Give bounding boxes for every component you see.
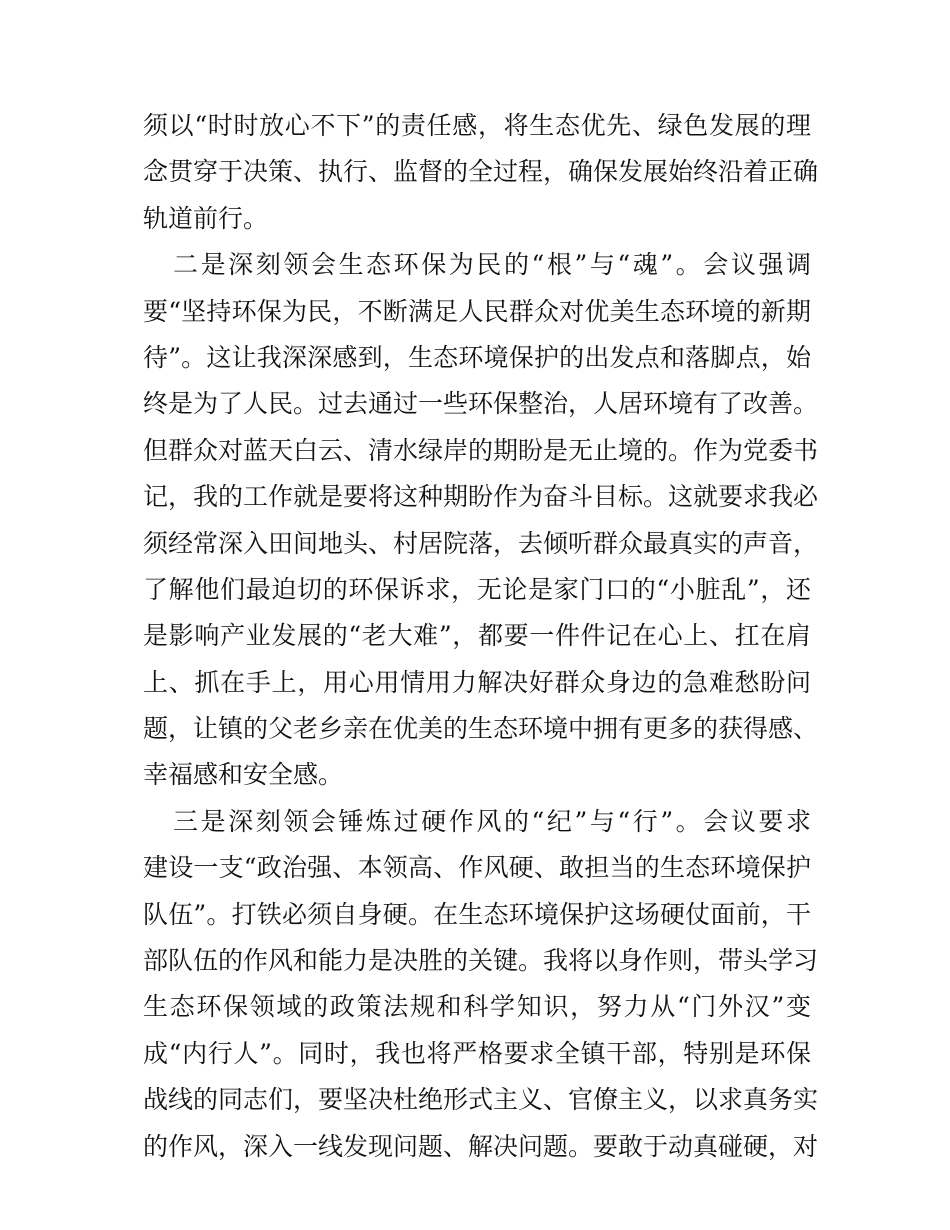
text-line: 战线的同志们，要坚决杜绝形式主义、官僚主义，以求真务实 [143,1085,819,1115]
text-line: 生态环保领域的政策法规和科学知识，努力从“门外汉”变 [143,992,811,1022]
text-line: 成“内行人”。同时，我也将严格要求全镇干部，特别是环保 [143,1038,811,1068]
text-line: 但群众对蓝天白云、清水绿岸的期盼是无止境的。作为党委书 [143,435,819,465]
document-body [143,103,819,1170]
text-line: 的作风，深入一线发现问题、解决问题。要敢于动真碰硬，对 [143,1131,819,1161]
text-line: 要“坚持环保为民，不断满足人民群众对优美生态环境的新期 [143,296,811,326]
paragraph [143,799,819,1170]
text-line: 建设一支“政治强、本领高、作风硬、敢担当的生态环境保护 [143,853,811,883]
text-line: 队伍”。打铁必须自身硬。在生态环境保护这场硬仗面前，干 [143,899,811,929]
paragraph [143,242,819,799]
text-line: 记，我的工作就是要将这种期盼作为奋斗目标。这就要求我必 [143,482,819,512]
text-line: 二是深刻领会生态环保为民的“根”与“魂”。会议强调 [173,250,811,280]
text-line: 幸福感和安全感。 [143,760,344,790]
text-line: 念贯穿于决策、执行、监督的全过程，确保发展始终沿着正确 [143,157,819,187]
text-line: 是影响产业发展的“老大难”，都要一件件记在心上、扛在肩 [143,621,811,651]
text-line: 三是深刻领会锤炼过硬作风的“纪”与“行”。会议要求 [173,806,811,836]
text-line: 须以“时时放心不下”的责任感，将生态优先、绿色发展的理 [143,111,811,140]
text-line: 部队伍的作风和能力是决胜的关键。我将以身作则，带头学习 [143,946,819,976]
text-line: 终是为了人民。过去通过一些环保整治，人居环境有了改善。 [143,389,819,419]
text-line: 待”。这让我深深感到，生态环境保护的出发点和落脚点，始 [143,342,811,372]
paragraph [143,103,819,242]
text-line: 上、抓在手上，用心用情用力解决好群众身边的急难愁盼问 [143,667,811,697]
text-line: 了解他们最迫切的环保诉求，无论是家门口的“小脏乱”，还 [143,574,811,604]
text-line: 题，让镇的父老乡亲在优美的生态环境中拥有更多的获得感、 [143,714,819,744]
text-line: 须经常深入田间地头、村居院落，去倾听群众最真实的声音， [143,528,819,558]
text-line: 轨道前行。 [143,203,269,233]
